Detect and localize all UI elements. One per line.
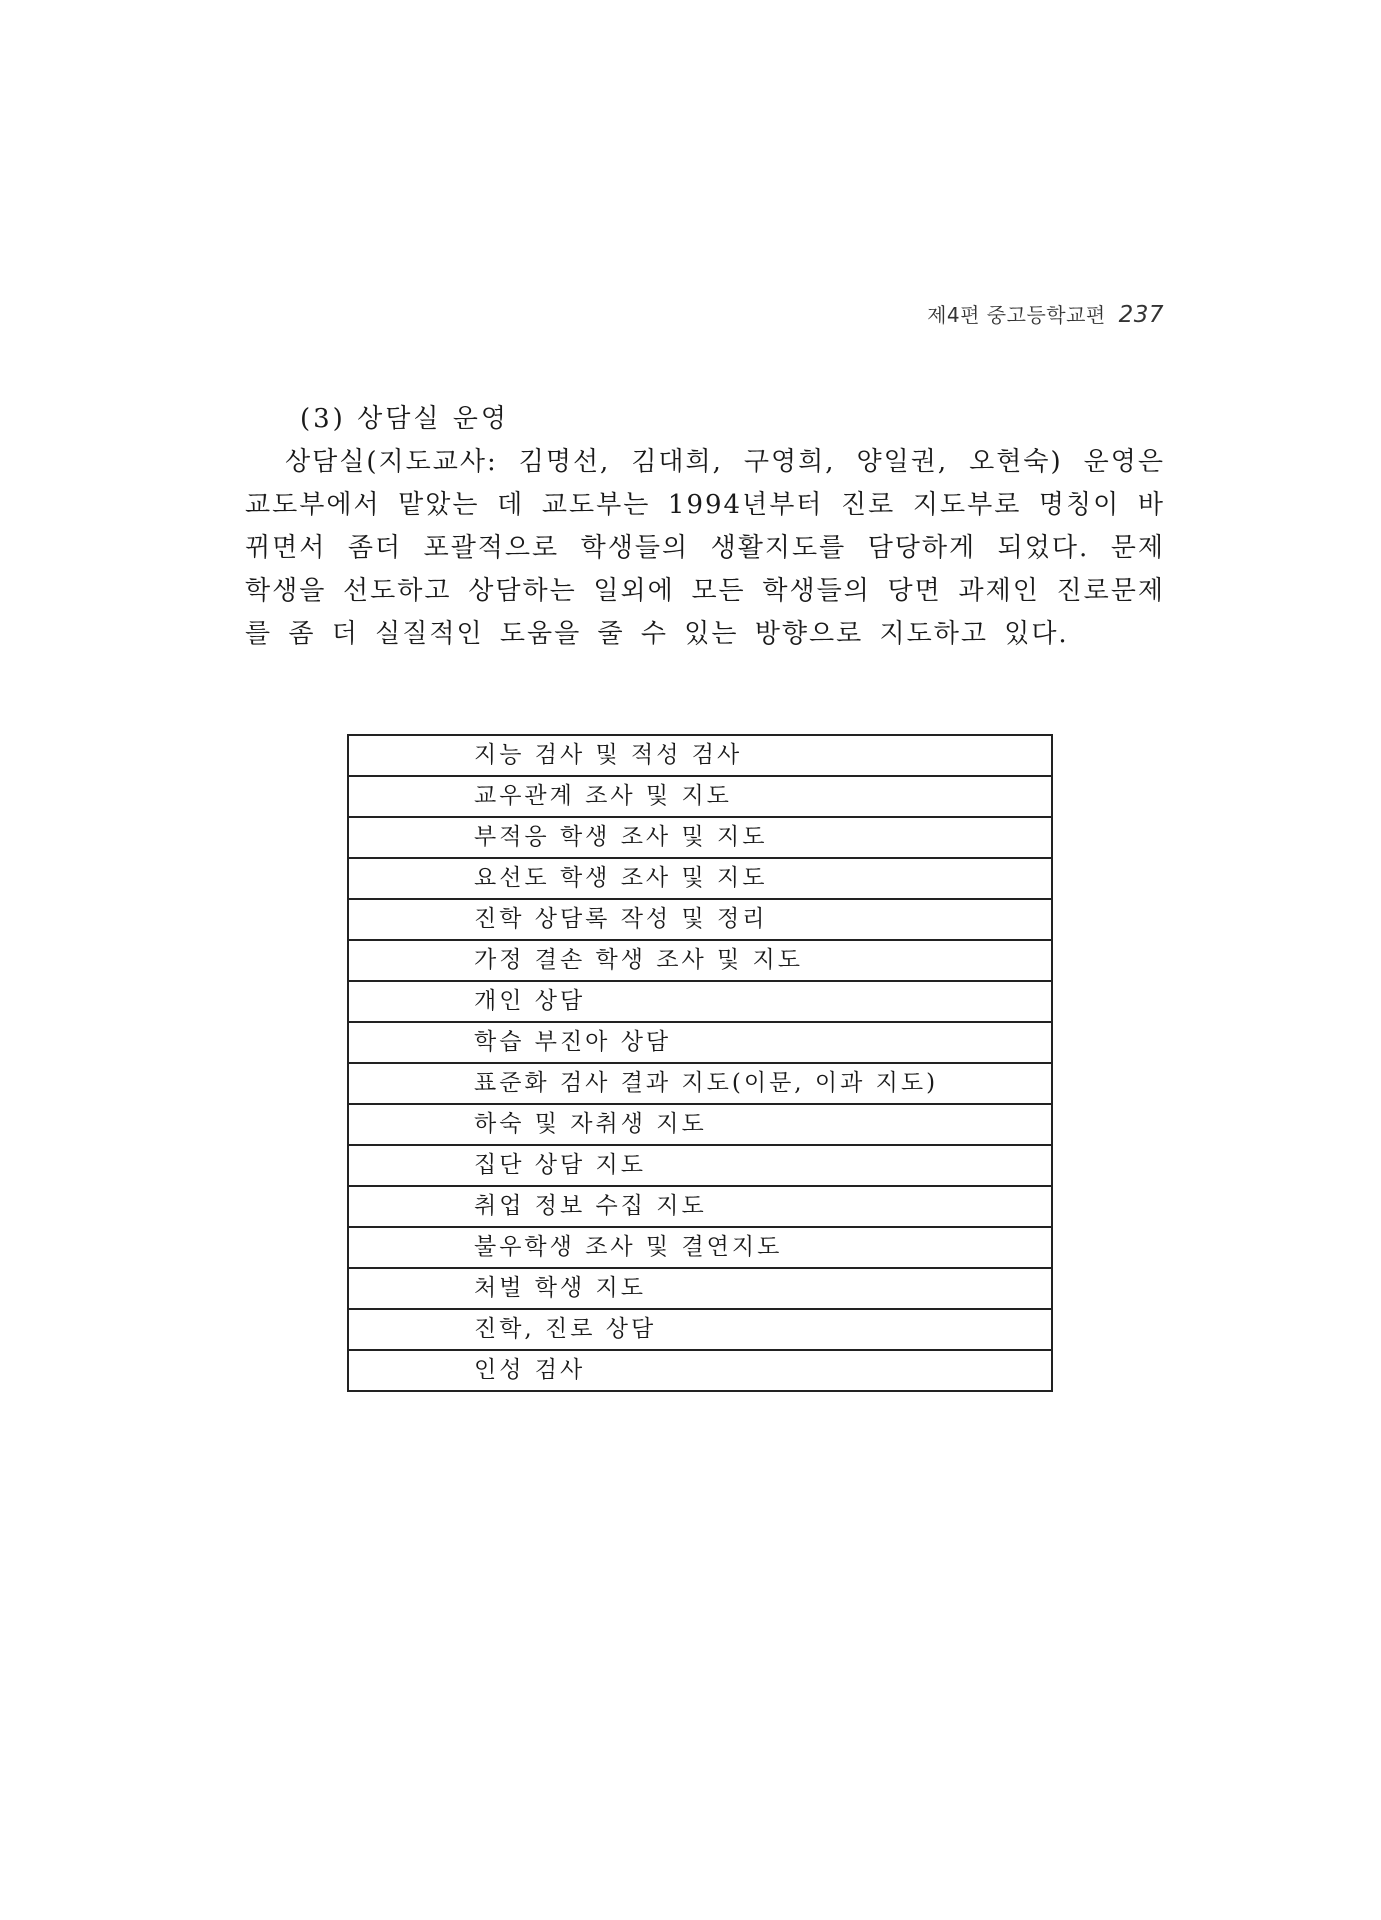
table-cell: 가정 결손 학생 조사 및 지도 bbox=[348, 940, 1052, 981]
body-paragraph: 상담실(지도교사: 김명선, 김대희, 구영희, 양일권, 오현숙) 운영은 교도부에서 맡았는 데 교도부는 1994년부터 진로 지도부로 명칭이 바뀌면서 좀더 포괄적으로 학생들의 생활지도를 담당하게 되었다. 문제 학생을 선도하고 상담하는 일외에 모든 학생들의 당면 과제인 진로문제를 좀 더 실질적인 도움을 줄 수 있는 방향으로 지도하고 있다. bbox=[245, 447, 1165, 649]
table-cell: 부적응 학생 조사 및 지도 bbox=[348, 817, 1052, 858]
table-row bbox=[348, 1063, 1052, 1104]
table-cell: 인성 검사 bbox=[348, 1350, 1052, 1391]
table-cell: 개인 상담 bbox=[348, 981, 1052, 1022]
table-row bbox=[348, 899, 1052, 940]
table-row bbox=[348, 1104, 1052, 1145]
running-header bbox=[927, 299, 1164, 328]
section-heading: (3) 상담실 운영 bbox=[300, 404, 509, 434]
table-cell: 집단 상담 지도 bbox=[348, 1145, 1052, 1186]
table-cell: 진학, 진로 상담 bbox=[348, 1309, 1052, 1350]
table-row bbox=[348, 817, 1052, 858]
table-row bbox=[348, 1022, 1052, 1063]
table-row bbox=[348, 858, 1052, 899]
table-cell: 하숙 및 자취생 지도 bbox=[348, 1104, 1052, 1145]
table-row bbox=[348, 981, 1052, 1022]
table-cell: 학습 부진아 상담 bbox=[348, 1022, 1052, 1063]
table-cell: 진학 상담록 작성 및 정리 bbox=[348, 899, 1052, 940]
table-row bbox=[348, 776, 1052, 817]
table-cell: 처벌 학생 지도 bbox=[348, 1268, 1052, 1309]
table-cell: 표준화 검사 결과 지도(이문, 이과 지도) bbox=[348, 1063, 1052, 1104]
counseling-duties-table bbox=[347, 734, 1053, 1392]
table-row bbox=[348, 1309, 1052, 1350]
table-cell: 지능 검사 및 적성 검사 bbox=[474, 742, 743, 768]
table-row bbox=[348, 940, 1052, 981]
table-cell: 교우관계 조사 및 지도 bbox=[348, 776, 1052, 817]
table-row bbox=[348, 1350, 1052, 1391]
table-row bbox=[348, 1227, 1052, 1268]
page-number: 237 bbox=[1118, 302, 1164, 328]
table-row bbox=[348, 1145, 1052, 1186]
table-cell: 취업 정보 수집 지도 bbox=[348, 1186, 1052, 1227]
table-row bbox=[348, 735, 1052, 776]
table-cell: 불우학생 조사 및 결연지도 bbox=[348, 1227, 1052, 1268]
table-row bbox=[348, 1268, 1052, 1309]
table-cell: 요선도 학생 조사 및 지도 bbox=[348, 858, 1052, 899]
table-row bbox=[348, 1186, 1052, 1227]
running-header-section: 제4편 중고등학교편 bbox=[927, 303, 1106, 327]
